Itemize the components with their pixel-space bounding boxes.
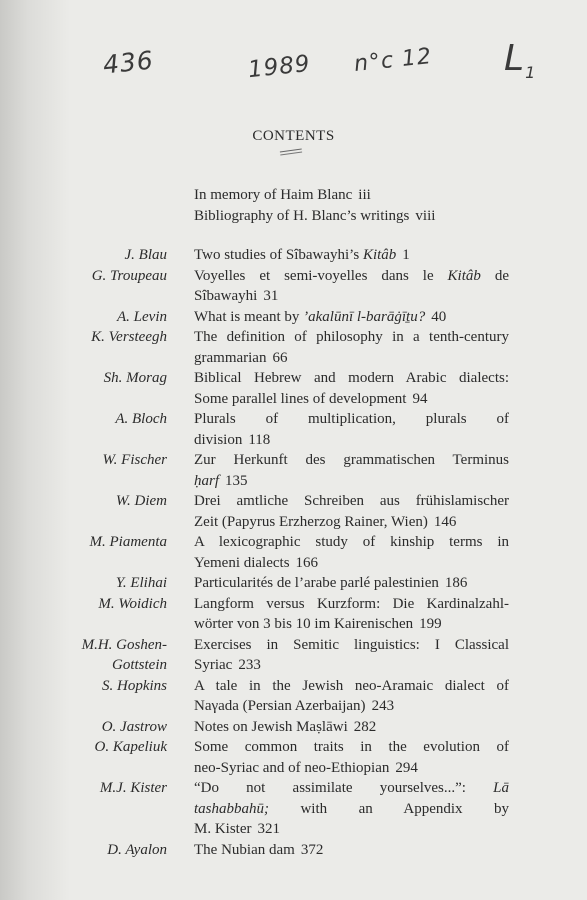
entry-title [194, 737, 509, 778]
entry-title [194, 532, 509, 573]
entry-title-line: The Nubian dam 372 [194, 841, 324, 858]
entry-author: M.J. Kister [99, 780, 167, 796]
entry-title-line: A lexicographic study of kinship terms in [194, 534, 509, 550]
entry-title-line: wörter von 3 bis 10 im Kairenischen 199 [194, 616, 442, 632]
entry-page-number: 135 [225, 472, 248, 489]
toc-entry [40, 840, 510, 861]
toc-entry [40, 737, 510, 778]
entry-page-number: 1 [402, 247, 410, 263]
entry-title-line: What is meant by ’akalūnī l-barāġīṯu? 40 [194, 308, 447, 325]
entry-title-line: Langform versus Kurzform: Die Kardinalzahl- [194, 595, 509, 612]
handwritten-mark: $L_1$ [504, 38, 537, 83]
toc-entry [40, 635, 510, 676]
entry-author: M. Piamenta [89, 534, 167, 550]
toc-entry [40, 532, 510, 573]
handwritten-number: 436 [101, 45, 156, 80]
toc-entry [40, 245, 510, 266]
entry-author: K. Versteegh [91, 329, 167, 345]
handwritten-issue: n°c 12 [352, 43, 434, 78]
entry-title-line: M. Kister 321 [194, 821, 280, 837]
entry-author: M.H. Goshen- Gottstein [81, 636, 167, 673]
entry-title-line: “Do not assimilate yourselves...”: Lā [194, 780, 509, 796]
entry-page-number: 166 [295, 554, 319, 571]
entry-title [194, 409, 509, 450]
entry-title [194, 327, 509, 368]
front-matter [194, 185, 524, 227]
entry-page-number: 94 [412, 390, 428, 407]
entry-page-number: 66 [272, 349, 288, 366]
entry-title-line: Voyelles et semi-voyelles dans le Kitâb de [194, 267, 509, 284]
entry-title-line: neo-Syriac and of neo-Ethiopian 294 [194, 759, 418, 776]
toc-entry [40, 266, 510, 307]
page-title: CONTENTS [252, 128, 335, 144]
entry-page-number: 282 [353, 718, 377, 735]
toc-entry [40, 676, 510, 717]
entry-title-line: tashabbahū; with an Appendix by [194, 800, 509, 817]
entry-title-line: The definition of philosophy in a tenth-century [194, 329, 509, 345]
entry-author: A. Bloch [115, 411, 167, 427]
entry-title [194, 676, 509, 717]
entry-page-number: 372 [300, 841, 324, 858]
entry-author: A. Levin [117, 308, 167, 325]
toc-entry [40, 778, 510, 840]
entry-author: O. Jastrow [101, 718, 167, 735]
entry-author: W. Fischer [102, 452, 167, 468]
entry-author: Y. Elihai [115, 575, 167, 591]
entry-title [194, 635, 509, 676]
toc-entry [40, 307, 510, 328]
entry-title [194, 245, 509, 266]
entry-title-line: Particularités de l’arabe parlé palestinien 186 [194, 575, 468, 591]
entry-author: D. Ayalon [107, 841, 167, 858]
entry-title-line: Biblical Hebrew and modern Arabic dialects: [194, 370, 509, 386]
entry-page-number: 118 [248, 431, 271, 448]
entry-title-line: Exercises in Semitic linguistics: I Classical [194, 636, 509, 653]
entry-page-number: 294 [395, 759, 418, 776]
front-matter-item: In memory of Haim Blanc iii [194, 187, 371, 203]
entry-title [194, 840, 509, 861]
entry-title-line: Two studies of Sîbawayhi’s Kitâb 1 [194, 247, 410, 263]
entry-author: S. Hopkins [102, 677, 167, 694]
toc-entry [40, 450, 510, 491]
entry-author: O. Kapeliuk [94, 739, 167, 755]
entry-title-line: grammarian 66 [194, 349, 288, 366]
handwritten-year: 1989 [246, 50, 312, 84]
entry-title-line: Notes on Jewish Maṣlāwi 282 [194, 718, 377, 735]
entry-title [194, 307, 509, 328]
front-matter-item: Bibliography of H. Blanc’s writings viii [194, 208, 436, 224]
toc-entry [40, 368, 510, 409]
entry-title [194, 717, 509, 738]
entry-page-number: 186 [444, 575, 468, 591]
entry-author: Sh. Morag [103, 370, 167, 386]
toc-entry [40, 594, 510, 635]
entry-title-line: Some common traits in the evolution of [194, 739, 509, 755]
entry-title [194, 594, 509, 635]
entry-title-line: Some parallel lines of development 94 [194, 390, 428, 407]
entry-page-number: 321 [257, 821, 280, 837]
entry-title-line: Plurals of multiplication, plurals of [194, 411, 509, 427]
entry-title [194, 450, 509, 491]
toc-entry [40, 491, 510, 532]
entry-title [194, 368, 509, 409]
entry-title-line: Zur Herkunft des grammatischen Terminus [194, 452, 509, 468]
entry-author: G. Troupeau [91, 267, 167, 284]
entry-title [194, 266, 509, 307]
entry-page-number: 146 [433, 513, 457, 530]
toc-entry [40, 409, 510, 450]
entry-title-line: ḥarf 135 [194, 472, 248, 489]
entry-title-line: Sîbawayhi 31 [194, 288, 279, 304]
entry-title [194, 491, 509, 532]
entry-title-line: A tale in the Jewish neo-Aramaic dialect of [194, 677, 509, 694]
entry-page-number: 233 [238, 657, 261, 673]
entry-title-line: Zeit (Papyrus Erzherzog Rainer, Wien) 146 [194, 513, 457, 530]
entry-page-number: 199 [419, 616, 442, 632]
entry-page-number: 243 [371, 698, 395, 714]
entry-page-number: 31 [263, 288, 279, 304]
entry-title-line: Naγada (Persian Azerbaijan) 243 [194, 698, 395, 714]
entry-title-line: Syriac 233 [194, 657, 261, 673]
entry-title [194, 573, 509, 594]
pencil-mark [280, 148, 302, 155]
entry-author: W. Diem [115, 493, 167, 509]
entry-title-line: Yemeni dialects 166 [194, 554, 319, 571]
table-of-contents [40, 245, 510, 860]
entry-title [194, 778, 509, 840]
entry-author: M. Woidich [98, 595, 167, 612]
toc-entry [40, 327, 510, 368]
entry-title-line: division 118 [194, 431, 271, 448]
entry-author: J. Blau [124, 247, 167, 263]
entry-title-line: Drei amtliche Schreiben aus frühislamischer [194, 493, 509, 509]
toc-entry [40, 717, 510, 738]
toc-entry [40, 573, 510, 594]
entry-page-number: 40 [431, 308, 447, 325]
